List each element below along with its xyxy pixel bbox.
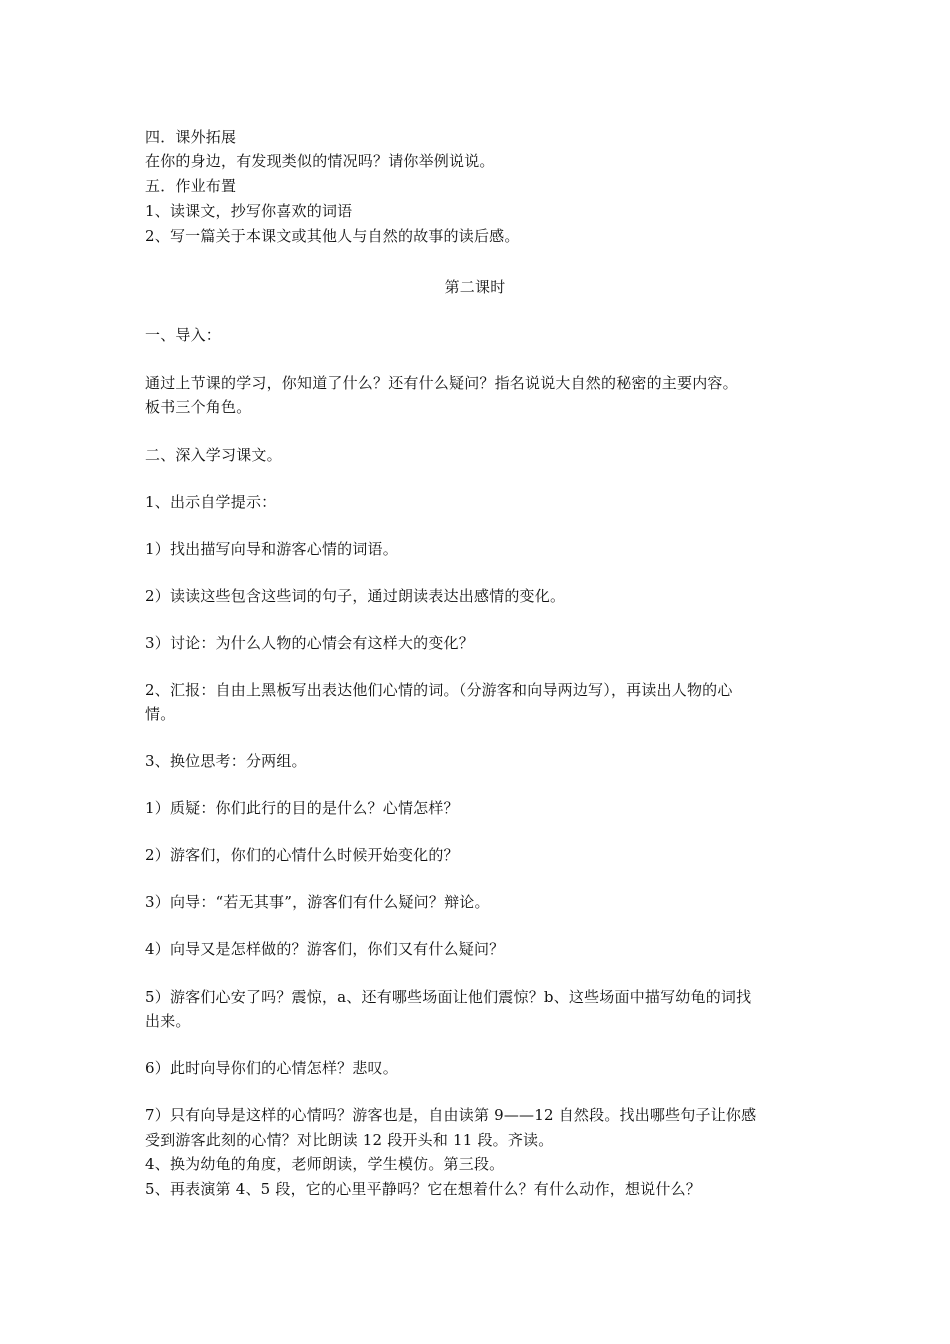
list-item: 2）游客们，你们的心情什么时候开始变化的？: [145, 846, 459, 864]
paragraph-line: 1、读课文，抄写你喜欢的词语: [145, 202, 353, 220]
list-item: 5、再表演第 4、5 段，它的心里平静吗？它在想着什么？有什么动作，想说什么？: [145, 1180, 701, 1198]
list-item: 2）读读这些包含这些词的句子，通过朗读表达出感情的变化。: [145, 587, 566, 605]
list-item: 4、换为幼龟的角度，老师朗读，学生模仿。第三段。: [145, 1155, 505, 1173]
paragraph-line: 板书三个角色。: [145, 398, 252, 416]
list-item-continuation: 出来。: [145, 1012, 191, 1030]
list-item: 5）游客们心安了吗？震惊，a、还有哪些场面让他们震惊？b、这些场面中描写幼龟的词找: [145, 988, 752, 1006]
paragraph-line: 2、写一篇关于本课文或其他人与自然的故事的读后感。: [145, 227, 520, 245]
list-item: 1、出示自学提示：: [145, 493, 277, 511]
list-item: 1）找出描写向导和游客心情的词语。: [145, 540, 398, 558]
list-item: 3）讨论：为什么人物的心情会有这样大的变化？: [145, 634, 474, 652]
section-heading-intro: 一、导入：: [145, 326, 222, 344]
list-item: 4）向导又是怎样做的？游客们，你们又有什么疑问？: [145, 940, 505, 958]
list-item-continuation: 情。: [145, 705, 176, 723]
lesson-title: 第二课时: [444, 278, 506, 296]
paragraph-line: 通过上节课的学习，你知道了什么？还有什么疑问？指名说说大自然的秘密的主要内容。: [145, 374, 738, 392]
list-item: 2、汇报：自由上黑板写出表达他们心情的词。（分游客和向导两边写），再读出人物的心: [145, 681, 733, 699]
list-item: 3）向导：“若无其事”，游客们有什么疑问？辩论。: [145, 893, 490, 911]
list-item: 6）此时向导你们的心情怎样？悲叹。: [145, 1059, 398, 1077]
paragraph-line: 在你的身边，有发现类似的情况吗？请你举例说说。: [145, 152, 495, 170]
list-item: 1）质疑：你们此行的目的是什么？心情怎样？: [145, 799, 459, 817]
section-heading-extension: 四．课外拓展: [145, 128, 237, 146]
list-item: 7）只有向导是这样的心情吗？游客也是，自由读第 9——12 自然段。找出哪些句子让你感: [145, 1106, 757, 1124]
section-heading-homework: 五．作业布置: [145, 177, 237, 195]
list-item-continuation: 受到游客此刻的心情？对比朗读 12 段开头和 11 段。齐读。: [145, 1131, 554, 1149]
section-heading-study: 二、深入学习课文。: [145, 446, 282, 464]
list-item: 3、换位思考：分两组。: [145, 752, 307, 770]
